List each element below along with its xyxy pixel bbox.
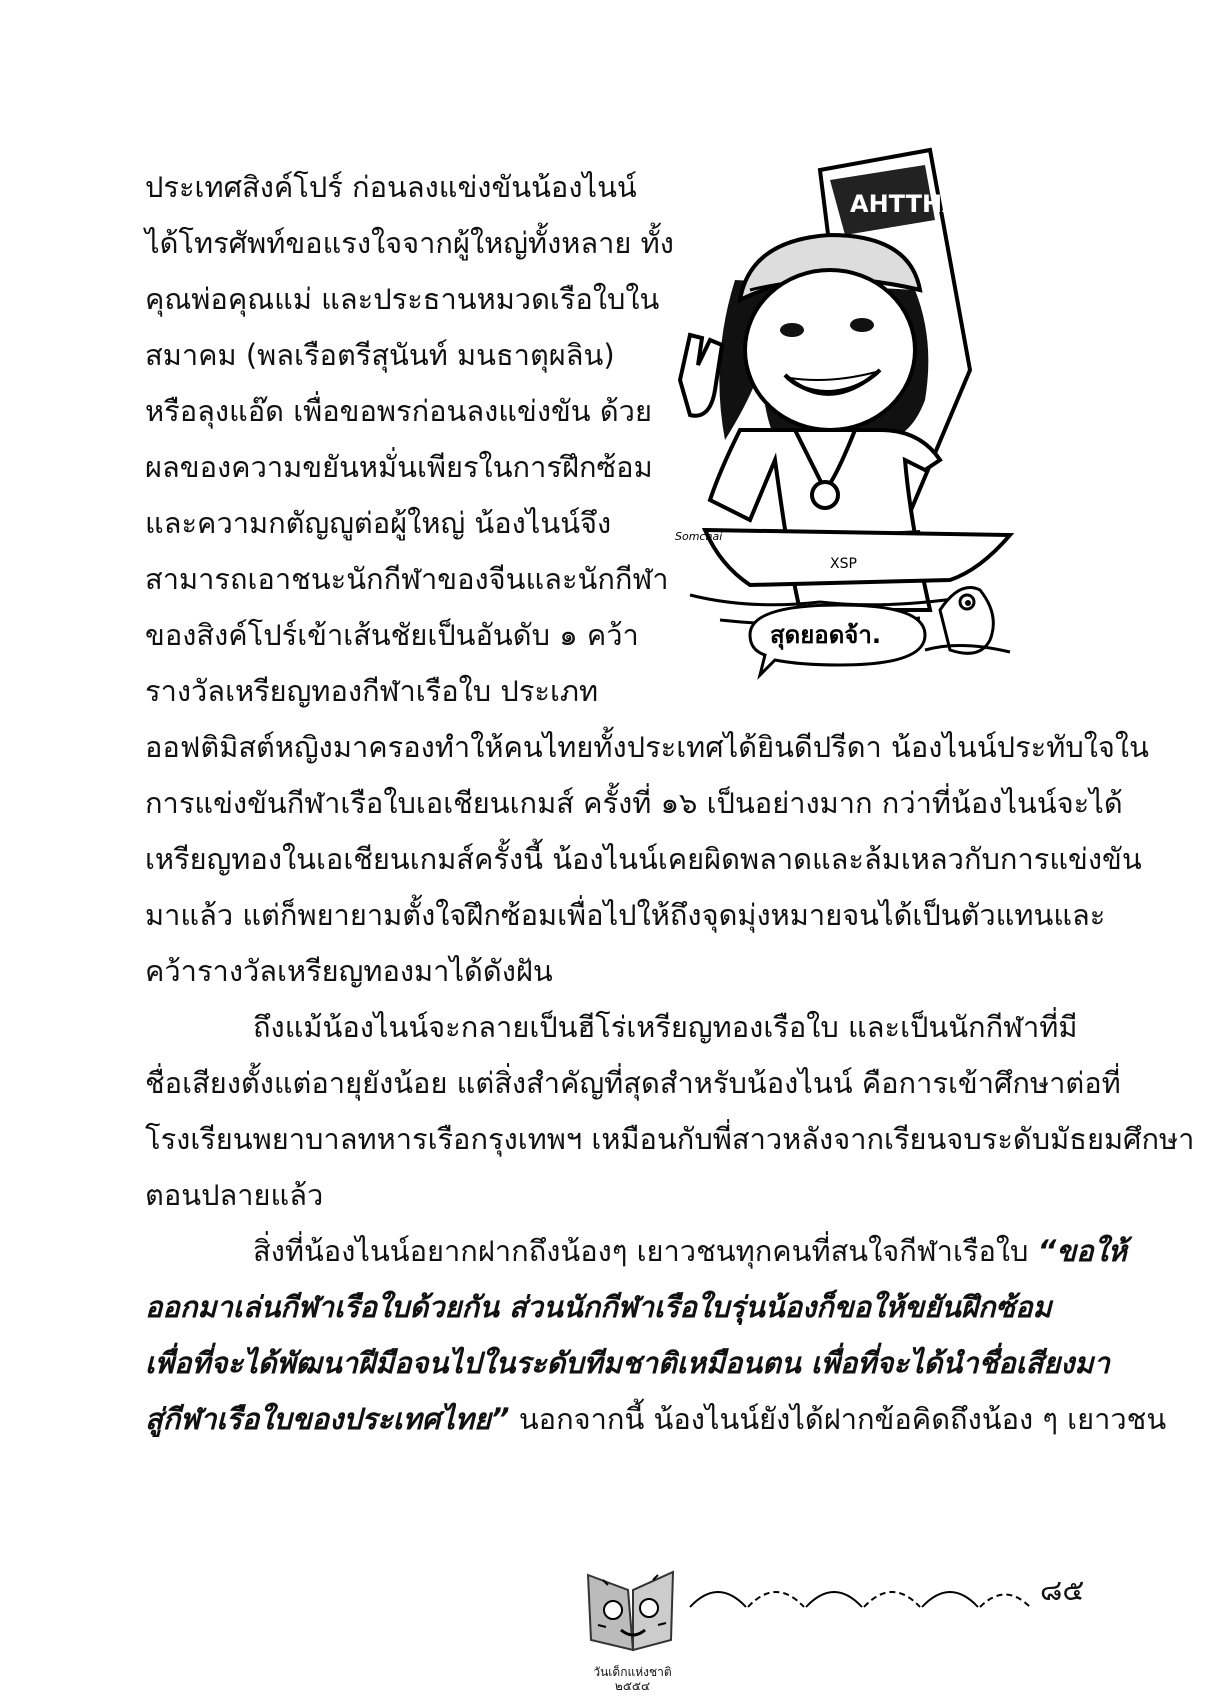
sailor-girl-caricature-icon xyxy=(675,140,1080,730)
svg-text:XSP: XSP xyxy=(830,556,857,572)
text-line: ของสิงค์โปร์เข้าเส้นชัยเป็นอันดับ ๑ คว้า xyxy=(145,618,639,652)
text-line: คว้ารางวัลเหรียญทองมาได้ดังฝัน xyxy=(145,954,553,988)
text-normal: นอกจากนี้ น้องไนน์ยังได้ฝากข้อคิดถึงน้อง ๆ เยาวชน xyxy=(509,1402,1167,1436)
logo-caption: วันเด็กแห่งชาติ ๒๕๕๔ xyxy=(593,1665,672,1693)
text-line: สมาคม (พลเรือตรีสุนันท์ มนธาตุผลิน) xyxy=(145,338,615,372)
text-line: ประเทศสิงค์โปร์ ก่อนลงแข่งขันน้องไนน์ xyxy=(145,170,637,204)
text-line: ถึงแม้น้องไนน์จะกลายเป็นฮีโร่เหรียญทองเรือใบ และเป็นนักกีฬาที่มี xyxy=(253,1010,1078,1044)
text-line: ได้โทรศัพท์ขอแรงใจจากผู้ใหญ่ทั้งหลาย ทั้ง xyxy=(145,226,674,260)
text-line xyxy=(253,1231,1127,1271)
svg-text:Somchai: Somchai xyxy=(675,530,723,543)
quote-text: ออกมาเล่นกีฬาเรือใบด้วยกัน ส่วนนักกีฬาเรือใบรุ่นน้องก็ขอให้ขยันฝึกซ้อม xyxy=(145,1290,1052,1324)
quote-text: เพื่อที่จะได้พัฒนาฝีมือจนไปในระดับทีมชาติเหมือนตน เพื่อที่จะได้นำชื่อเสียงมา xyxy=(145,1346,1110,1380)
svg-text:สุดยอดจ้า.: สุดยอดจ้า. xyxy=(770,621,881,649)
text-line: รางวัลเหรียญทองกีฬาเรือใบ ประเภท xyxy=(145,674,599,708)
wave-divider xyxy=(690,1572,1035,1612)
text-line: ตอนปลายแล้ว xyxy=(145,1178,324,1212)
quote-text: “ขอให้ xyxy=(1037,1234,1127,1268)
quote-text: สู่กีฬาเรือใบของประเทศไทย” xyxy=(145,1402,510,1436)
text-line: สามารถเอาชนะนักกีฬาของจีนและนักกีฬา xyxy=(145,562,669,596)
text-line: ชื่อเสียงตั้งแต่อายุยังน้อย แต่สิ่งสำคัญที่สุดสำหรับน้องไนน์ คือการเข้าศึกษาต่อที่ xyxy=(145,1066,1121,1100)
text-line: ออฟติมิสต์หญิงมาครองทำให้คนไทยทั้งประเทศได้ยินดีปรีดา น้องไนน์ประทับใจใน xyxy=(145,730,1149,764)
text-line: และความกตัญญูต่อผู้ใหญ่ น้องไนน์จึง xyxy=(145,506,612,540)
page-number: ๘๕ xyxy=(1040,1573,1085,1607)
text-line: การแข่งขันกีฬาเรือใบเอเชียนเกมส์ ครั้งที่ ๑๖ เป็นอย่างมาก กว่าที่น้องไนน์จะได้ xyxy=(145,786,1123,820)
childrens-day-logo-icon xyxy=(583,1560,678,1670)
text-normal: สิ่งที่น้องไนน์อยากฝากถึงน้องๆ เยาวชนทุกคนที่สนใจกีฬาเรือใบ xyxy=(253,1234,1029,1268)
text-line: หรือลุงแอ๊ด เพื่อขอพรก่อนลงแข่งขัน ด้วย xyxy=(145,394,652,428)
svg-text:AHTTHA: AHTTHA xyxy=(850,190,961,218)
text-line xyxy=(145,1399,1166,1439)
text-line: ผลของความขยันหมั่นเพียรในการฝึกซ้อม xyxy=(145,450,653,484)
text-line: เหรียญทองในเอเชียนเกมส์ครั้งนี้ น้องไนน์เคยผิดพลาดและล้มเหลวกับการแข่งขัน xyxy=(145,842,1142,876)
text-line: มาแล้ว แต่ก็พยายามตั้งใจฝึกซ้อมเพื่อไปให้ถึงจุดมุ่งหมายจนได้เป็นตัวแทนและ xyxy=(145,898,1106,932)
text-line: โรงเรียนพยาบาลทหารเรือกรุงเทพฯ เหมือนกับพี่สาวหลังจากเรียนจบระดับมัธยมศึกษา xyxy=(145,1122,1195,1156)
text-line: คุณพ่อคุณแม่ และประธานหมวดเรือใบใน xyxy=(145,282,660,316)
